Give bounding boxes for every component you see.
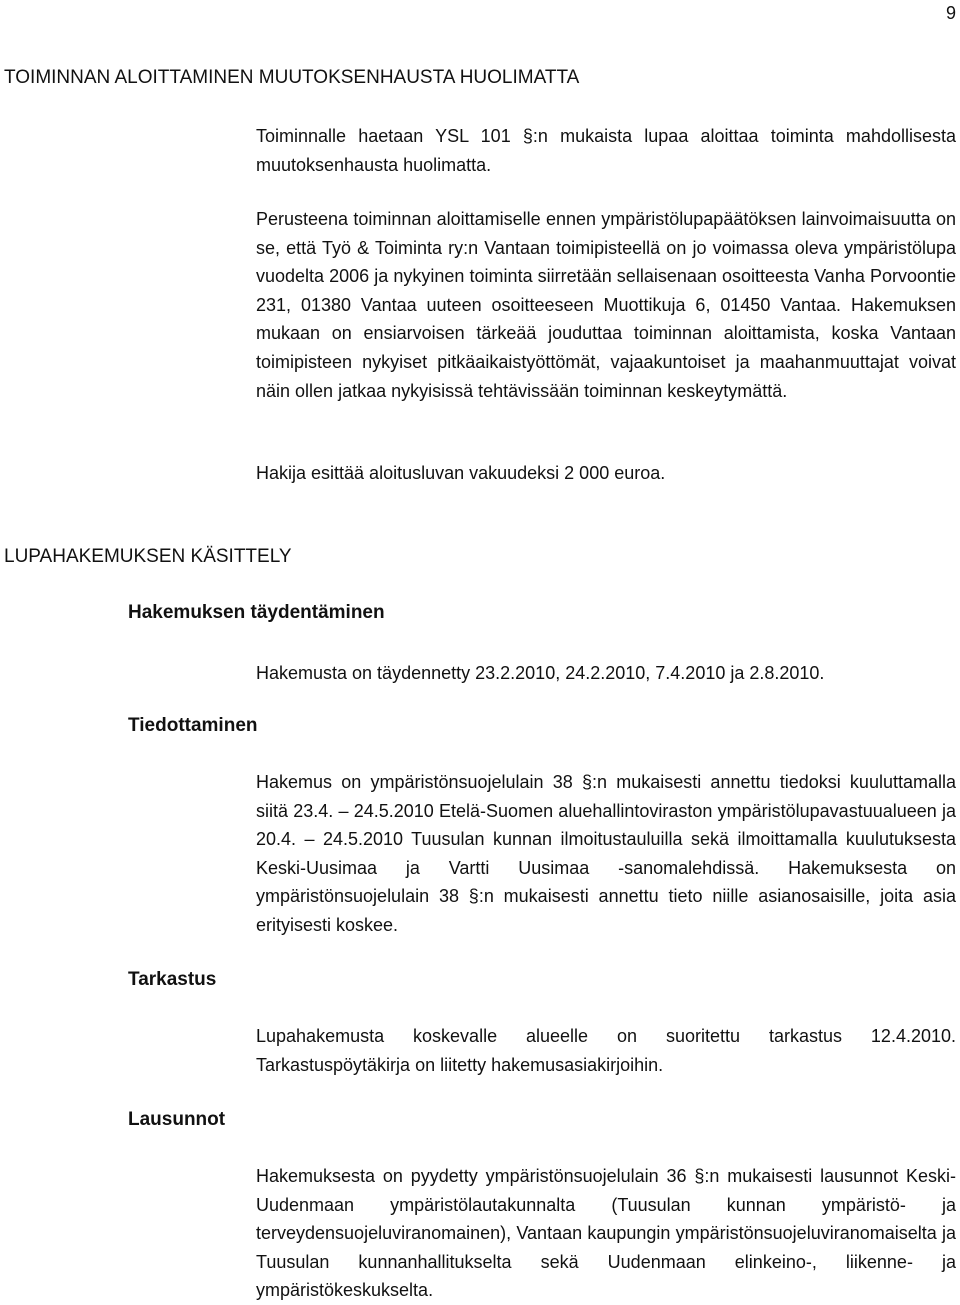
paragraph-inspection: Lupahakemusta koskevalle alueelle on suoritettu tarkastus 12.4.2010. Tarkastuspöytäkirja on liitetty hakemusasiakirjoihin.: [256, 1026, 956, 1075]
subheading-inspection: Tarkastus: [128, 969, 217, 990]
paragraph-permit-request: Toiminnalle haetaan YSL 101 §:n mukaista lupaa aloittaa toiminta mahdollisesta muutoksenhausta huolimatta.: [256, 126, 956, 175]
subheading-application-supplement: Hakemuksen täydentäminen: [128, 602, 385, 623]
paragraph-supplement-dates: Hakemusta on täydennetty 23.2.2010, 24.2.2010, 7.4.2010 ja 2.8.2010.: [256, 663, 825, 683]
section-heading-start-despite-appeal: TOIMINNAN ALOITTAMINEN MUUTOKSENHAUSTA HUOLIMATTA: [4, 67, 580, 88]
paragraph-notification: Hakemus on ympäristönsuojelulain 38 §:n mukaisesti annettu tiedoksi kuuluttamalla siitä 23.4. – 24.5.2010 Etelä-Suomen aluehallintoviraston ympäristölupavastuualueen ja 20.4. – 24.5.2010 Tuusulan kunnan ilmoitustauluilla sekä ilmoittamalla kuulutuksesta Keski-Uusimaa ja Vartti Uusimaa -sanomalehdissä. Hakemuksesta on ympäristönsuojelulain 38 §:n mukaisesti annettu tieto niille asianosaisille, joita asia erityisesti koskee.: [256, 772, 956, 935]
subheading-notification: Tiedottaminen: [128, 715, 258, 736]
paragraph-statements: Hakemuksesta on pyydetty ympäristönsuojelulain 36 §:n mukaisesti lausunnot Keski-Uudenmaan ympäristölautakunnalta (Tuusulan kunnan ympäristö- ja terveydensuojeluviranomainen), Vantaan kaupungin ympäristönsuojeluviranomaiselta ja Tuusulan kunnanhallitukselta sekä Uudenmaan elinkeino-, liikenne- ja ympäristökeskukselta.: [256, 1166, 956, 1301]
subheading-statements: Lausunnot: [128, 1109, 226, 1130]
paragraph-justification: Perusteena toiminnan aloittamiselle ennen ympäristölupapäätöksen lainvoimaisuutta on se, että Työ & Toiminta ry:n Vantaan toimipisteellä on jo voimassa oleva ympäristölupa vuodelta 2006 ja nykyinen toiminta siirretään sellaisenaan osoitteesta Vanha Porvoontie 231, 01380 Vantaa uuteen osoitteeseen Muottikuja 6, 01450 Vantaa. Hakemuksen mukaan on ensiarvoisen tärkeää jouduttaa toiminnan aloittamista, koska Vantaan toimipisteen nykyiset pitkäaikaistyöttömät, vajaakuntoiset ja maahanmuuttajat voivat näin ollen jatkaa nykyisissä tehtävissään toiminnan keskeytymättä.: [256, 209, 956, 401]
section-heading-application-processing: LUPAHAKEMUKSEN KÄSITTELY: [4, 546, 292, 567]
paragraph-security-deposit: Hakija esittää aloitusluvan vakuudeksi 2 000 euroa.: [256, 463, 666, 483]
page-number: 9: [945, 3, 956, 23]
